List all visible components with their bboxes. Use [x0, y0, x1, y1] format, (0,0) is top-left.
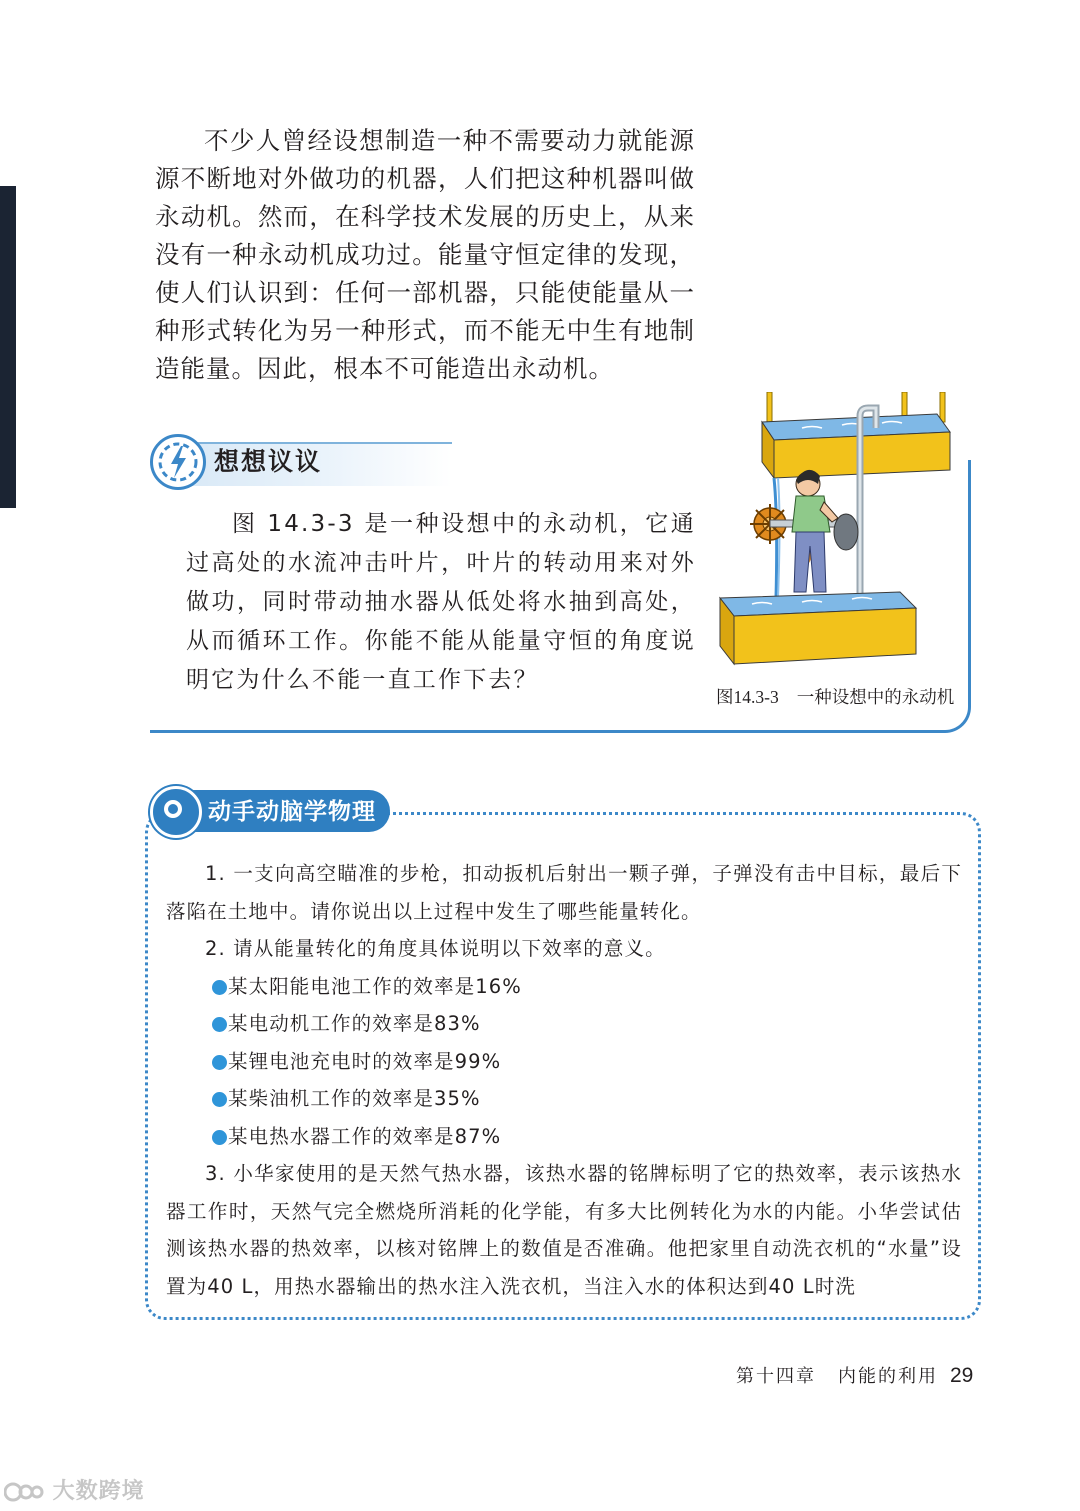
- question-1: 1. 一支向高空瞄准的步枪，扣动扳机后射出一颗子弹，子弹没有击中目标，最后下落陷在土地中。请你说出以上过程中发生了哪些能量转化。: [166, 862, 962, 923]
- think-text-block: [186, 505, 696, 700]
- page-footer: [736, 1362, 973, 1388]
- think-question: 图 14.3-3 是一种设想中的永动机，它通过高处的水流冲击叶片，叶片的转动用来对外做功，同时带动抽水器从低处将水抽到高处，从而循环工作。你能不能从能量守恒的角度说明它为什么不能一直工作下去？: [186, 511, 696, 693]
- list-item: [166, 1080, 962, 1118]
- think-title: 想想议议: [214, 447, 323, 476]
- question-3: 3. 小华家使用的是天然气热水器，该热水器的铭牌标明了它的热效率，表示该热水器工作时，天然气完全燃烧所消耗的化学能，有多大比例转化为水的内能。小华尝试估测该热水器的热效率，以核对铭牌上的数值是否准确。他把家里自动洗衣机的“水量”设置为40 L，用热水器输出的热水注入洗衣机，当注入水的体积达到40 L时洗: [166, 1162, 962, 1298]
- bullet-dot-icon: [212, 1092, 227, 1107]
- list-item: [166, 1043, 962, 1081]
- list-item-text: 某电热水器工作的效率是87%: [228, 1124, 502, 1148]
- think-icon: [150, 434, 206, 490]
- chapter-label: 第十四章: [736, 1366, 816, 1387]
- watermark: [4, 1474, 145, 1504]
- list-item-text: 某太阳能电池工作的效率是16%: [228, 974, 522, 998]
- watermark-logo-icon: [4, 1479, 44, 1505]
- page-number: 29: [950, 1364, 974, 1387]
- activity-content: [166, 855, 962, 1305]
- perpetual-motion-figure: [712, 392, 970, 674]
- figure-caption: [716, 684, 954, 709]
- bullet-dot-icon: [212, 1130, 227, 1145]
- watermark-text: 大数跨境: [52, 1479, 145, 1504]
- activity-title: 动手动脑学物理: [208, 799, 376, 825]
- list-item: [166, 968, 962, 1006]
- page-edge-bar: [0, 186, 16, 508]
- figure-number: 图14.3-3: [716, 687, 779, 707]
- question-2: 2. 请从能量转化的角度具体说明以下效率的意义。: [205, 937, 666, 960]
- list-item: [166, 1005, 962, 1043]
- bullet-dot-icon: [212, 980, 227, 995]
- bullet-dot-icon: [212, 1055, 227, 1070]
- target-icon: [150, 786, 202, 838]
- bullet-dot-icon: [212, 1017, 227, 1032]
- section-label: 内能的利用: [838, 1366, 938, 1387]
- intro-section: [155, 122, 695, 388]
- intro-paragraph: 不少人曾经设想制造一种不需要动力就能源源不断地对外做功的机器，人们把这种机器叫做永动机。然而，在科学技术发展的历史上，从来没有一种永动机成功过。能量守恒定律的发现，使人们认识到：任何一部机器，只能使能量从一种形式转化为另一种形式，而不能无中生有地制造能量。因此，根本不可能造出永动机。: [155, 126, 695, 383]
- list-item: [166, 1118, 962, 1156]
- figure-caption-text: 一种设想中的永动机: [796, 687, 955, 707]
- list-item-text: 某柴油机工作的效率是35%: [228, 1087, 481, 1110]
- list-item-text: 某锂电池充电时的效率是99%: [228, 1049, 502, 1073]
- list-item-text: 某电动机工作的效率是83%: [228, 1012, 481, 1035]
